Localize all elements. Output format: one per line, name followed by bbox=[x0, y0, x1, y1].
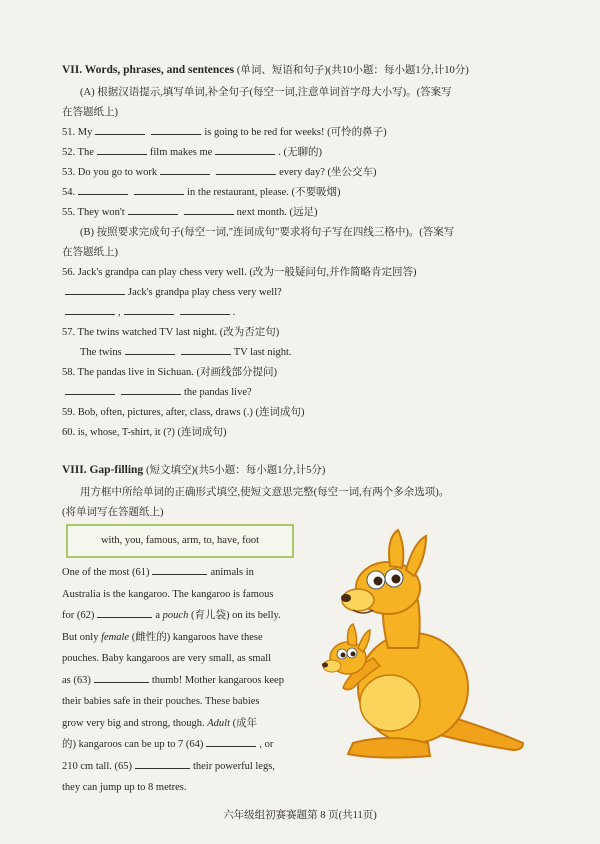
question-57: 57. The twins watched TV last night. (改为否定句) bbox=[62, 327, 280, 338]
question-56-line-3: , . bbox=[62, 304, 235, 318]
question-59: 59. Bob, often, pictures, after, class, draws (.) (连词成句) bbox=[62, 407, 305, 418]
question-53: 53. Do you go to work every day? (坐公交车) bbox=[62, 164, 376, 179]
answer-blank[interactable] bbox=[97, 144, 147, 155]
answer-blank[interactable] bbox=[124, 304, 174, 315]
part-b-instruction: (B) 按照要求完成句子(每空一词,"连词成句"要求将句子写在四线三格中)。(答案写 bbox=[80, 227, 455, 238]
question-58: 58. The pandas live in Sichuan. (对画线部分提问) bbox=[62, 367, 278, 378]
question-56-line-2: Jack's grandpa play chess very well? bbox=[62, 284, 282, 298]
answer-blank-63[interactable] bbox=[94, 672, 149, 683]
kangaroo-illustration bbox=[318, 528, 528, 768]
passage: One of the most (61) animals in Australia is the kangaroo. The kangaroo is famous for (62) a pouch (育儿袋) on its belly. But only female (雌性的) kangaroos have these pouches. Baby kangaroos are very small, as small as (63) thumb! Mother kangaroos keep their babies safe in their pouches. These babies grow very big and strong, though. Adult (成年 的) kangaroos can be up to 7 (64) , or 210 cm tall. (65) their powerful legs, they can jump up to 8 metres. bbox=[62, 562, 302, 799]
question-58-line-2: the pandas live? bbox=[62, 384, 252, 398]
question-52: 52. The film makes me . (无聊的) bbox=[62, 144, 322, 159]
question-60: 60. is, whose, T-shirt, it (?) (连词成句) bbox=[62, 427, 227, 438]
answer-blank[interactable] bbox=[215, 144, 275, 155]
section-8-instruction-2: (将单词写在答题纸上) bbox=[62, 507, 164, 518]
question-51: 51. My is going to be red for weeks! (可怜的鼻子) bbox=[62, 124, 387, 139]
answer-blank[interactable] bbox=[125, 344, 175, 355]
answer-blank[interactable] bbox=[216, 164, 276, 175]
answer-blank[interactable] bbox=[180, 304, 230, 315]
question-57-line-2: The twins TV last night. bbox=[80, 344, 292, 358]
question-54: 54. in the restaurant, please. (不要吸烟) bbox=[62, 184, 341, 199]
word-box: with, you, famous, arm, to, have, foot bbox=[66, 524, 294, 558]
answer-blank-61[interactable] bbox=[152, 564, 207, 575]
answer-blank[interactable] bbox=[160, 164, 210, 175]
answer-blank[interactable] bbox=[184, 204, 234, 215]
answer-blank-64[interactable] bbox=[206, 736, 256, 747]
question-56: 56. Jack's grandpa can play chess very well. (改为一般疑问句,并作简略肯定回答) bbox=[62, 267, 417, 278]
answer-blank[interactable] bbox=[65, 284, 125, 295]
answer-blank-62[interactable] bbox=[97, 607, 152, 618]
answer-blank[interactable] bbox=[128, 204, 178, 215]
part-a-instruction: (A) 根据汉语提示,填写单词,补全句子(每空一词,注意单词首字母大小写)。(答案写 bbox=[80, 87, 452, 98]
part-a-instruction-2: 在答题纸上) bbox=[62, 107, 118, 118]
question-55: 55. They won't next month. (远足) bbox=[62, 204, 317, 219]
answer-blank[interactable] bbox=[151, 124, 201, 135]
section-8-instruction: 用方框中所给单词的正确形式填空,使短文意思完整(每空一词,有两个多余选项)。 bbox=[80, 487, 450, 498]
answer-blank[interactable] bbox=[65, 304, 115, 315]
section-8-title: VIII. Gap-filling (短文填空)(共5小题：每小题1分,计5分) bbox=[62, 464, 326, 476]
answer-blank[interactable] bbox=[95, 124, 145, 135]
section-7-title-cn: (单词、短语和句子)(共10小题：每小题1分,计10分) bbox=[236, 65, 469, 76]
section-7-title-en: VII. Words, phrases, and sentences bbox=[62, 64, 234, 76]
answer-blank[interactable] bbox=[121, 384, 181, 395]
answer-blank[interactable] bbox=[181, 344, 231, 355]
answer-blank[interactable] bbox=[65, 384, 115, 395]
section-7-title bbox=[62, 62, 469, 77]
page-footer: 六年级组初赛赛题第 8 页(共11页) bbox=[223, 810, 377, 821]
answer-blank[interactable] bbox=[78, 184, 128, 195]
part-b-instruction-2: 在答题纸上) bbox=[62, 247, 118, 258]
answer-blank-65[interactable] bbox=[135, 758, 190, 769]
answer-blank[interactable] bbox=[134, 184, 184, 195]
